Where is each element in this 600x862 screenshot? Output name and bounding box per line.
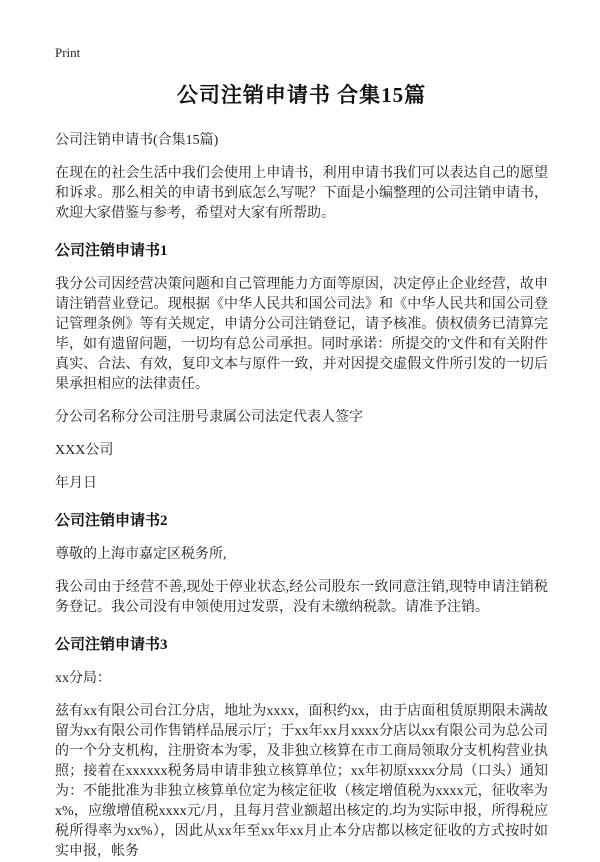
section-2-paragraph: 我公司由于经营不善,现处于停业状态,经公司股东一致同意注销,现特申请注销税务登记。我公司没有申领使用过发票，没有未缴纳税款。请准予注销。	[55, 580, 548, 615]
section-1-date-line: 年月日	[55, 476, 97, 491]
section-1-paragraph: 我分公司因经营决策问题和自己管理能力方面等原因，决定停止企业经营，故申请注销营业登记。现根据《中华人民共和国公司法》和《中华人民共和国公司登记管理条例》等有关规定，申请分公司注销登记，请予核准。债权债务已清算完毕，如有遗留问题，一切均有总公司承担。同时承诺：所提交的'文件和有关附件真实、合法、有效，复印文本与原件一致，并对因提交虚假文件所引发的一切后果承担相应的法律责任。	[55, 277, 548, 392]
intro-paragraph: 在现在的社会生活中我们会使用上申请书，利用申请书我们可以表达自己的愿望和诉求。那么相关的申请书到底怎么写呢？下面是小编整理的公司注销申请书，欢迎大家借鉴与参考，希望对大家有所帮助。	[55, 166, 548, 221]
section-1-company-line: XXX公司	[55, 443, 114, 458]
page-title: 公司注销申请书 合集15篇	[176, 83, 427, 107]
section-2-salutation: 尊敬的上海市嘉定区税务所,	[55, 547, 227, 562]
section-3-salutation: xx分局：	[55, 671, 111, 686]
section-3-paragraph: 兹有xx有限公司台江分店，地址为xxxx，面积约xx，由于店面租赁原期限未满故留为xx有限公司作售销样品展示厅；于xx年xx月xxxx分店以xx有限公司为总公司的一个分支机构，注册资本为零，及非独立核算在市工商局领取分支机构营业执照；接着在xxxxxx税务局申请非独立核算单位；xx年初原xxxx分局（口头）通知为：不能批准为非独立核算单位定为核定征收（核定增值税为xxxx元，征收率为x%，应缴增值税xxxx元/月，且每月营业额超出核定的.均为实际申报，所得税应税所得率为xx%），因此从xx年至xx年xx月止本分店都以核定征收的方式按时如实申报，帐务	[55, 704, 548, 859]
print-button[interactable]: Print	[55, 45, 81, 60]
section-1-signature-line: 分公司名称分公司注册号隶属公司法定代表人签字	[55, 410, 363, 425]
section-heading-3: 公司注销申请书3	[55, 637, 168, 653]
doc-subtitle: 公司注销申请书(合集15篇)	[55, 133, 219, 148]
section-heading-1: 公司注销申请书1	[55, 243, 168, 259]
section-heading-2: 公司注销申请书2	[55, 513, 168, 529]
